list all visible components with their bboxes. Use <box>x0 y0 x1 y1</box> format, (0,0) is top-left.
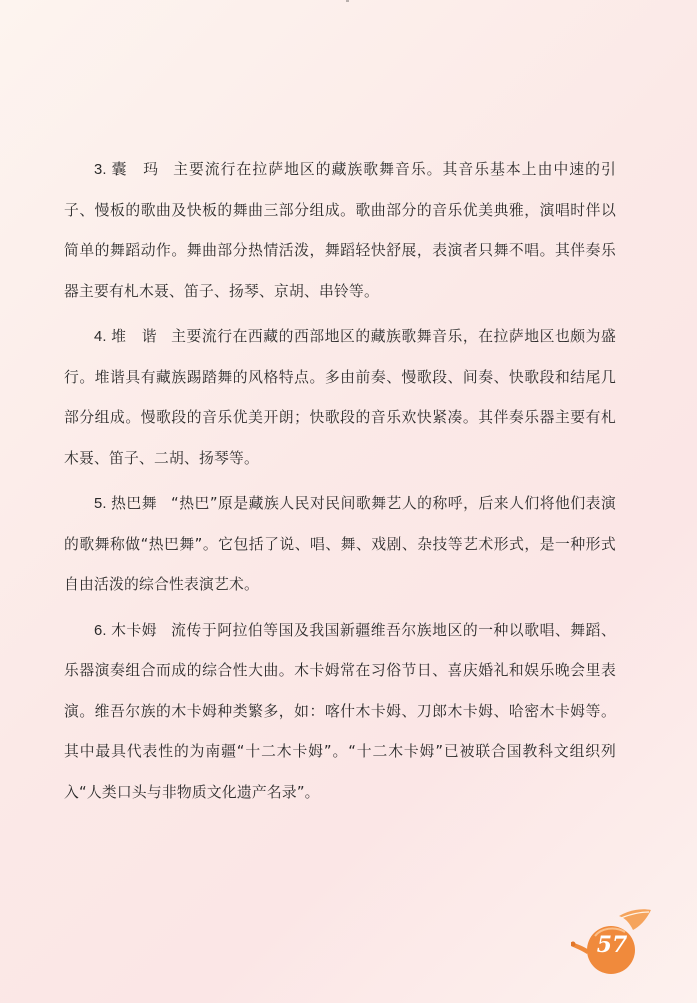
item-number: 6. <box>94 622 107 639</box>
item-number: 3. <box>94 162 107 178</box>
item-term: 木卡姆 <box>110 621 158 639</box>
item-text: 主要流行在拉萨地区的藏族歌舞音乐。其音乐基本上由中速的引子、慢板的歌曲及快板的舞曲三部分组成。歌曲部分的音乐优美典雅，演唱时伴以简单的舞蹈动作。舞曲部分热情活泼，舞蹈轻快舒展，表演者只舞不唱。其伴奏乐器主要有札木聂、笛子、扬琴、京胡、串铃等。 <box>64 161 616 300</box>
item-term: 堆 谐 <box>110 328 158 345</box>
item-term: 热巴舞 <box>110 495 158 512</box>
paragraph-duixie <box>64 317 616 479</box>
item-text: 流传于阿拉伯等国及我国新疆维吾尔族地区的一种以歌唱、舞蹈、乐器演奏组合而成的综合性大曲。木卡姆常在习俗节日、喜庆婚礼和娱乐晚会里表演。维吾尔族的木卡姆种类繁多，如：喀什木卡姆、刀郎木卡姆、哈密木卡姆等。其中最具代表性的为南疆“十二木卡姆”。“十二木卡姆”已被联合国教科文组织列入“人类口头与非物质文化遗产名录”。 <box>64 621 616 801</box>
page-number: 57 <box>596 932 628 958</box>
item-number: 4. <box>94 329 107 345</box>
main-text <box>64 150 616 818</box>
paragraph-nangma <box>64 150 616 312</box>
item-text: “热巴”原是藏族人民对民间歌舞艺人的称呼，后来人们将他们表演的歌舞称做“热巴舞”。它包括了说、唱、舞、戏剧、杂技等艺术形式，是一种形式自由活泼的综合性表演艺术。 <box>64 495 616 593</box>
item-text: 主要流行在西藏的西部地区的藏族歌舞音乐，在拉萨地区也颇为盛行。堆谐具有藏族踢踏舞的风格特点。多由前奏、慢歌段、间奏、快歌段和结尾几部分组成。慢歌段的音乐优美开朗；快歌段的音乐欢快紧凑。其伴奏乐器主要有札木聂、笛子、二胡、扬琴等。 <box>64 328 616 467</box>
item-term: 囊 玛 <box>110 161 160 178</box>
paragraph-muqam <box>64 611 616 814</box>
item-number: 5. <box>94 496 107 512</box>
top-edge-mark <box>346 0 349 2</box>
paragraph-reba <box>64 484 616 606</box>
